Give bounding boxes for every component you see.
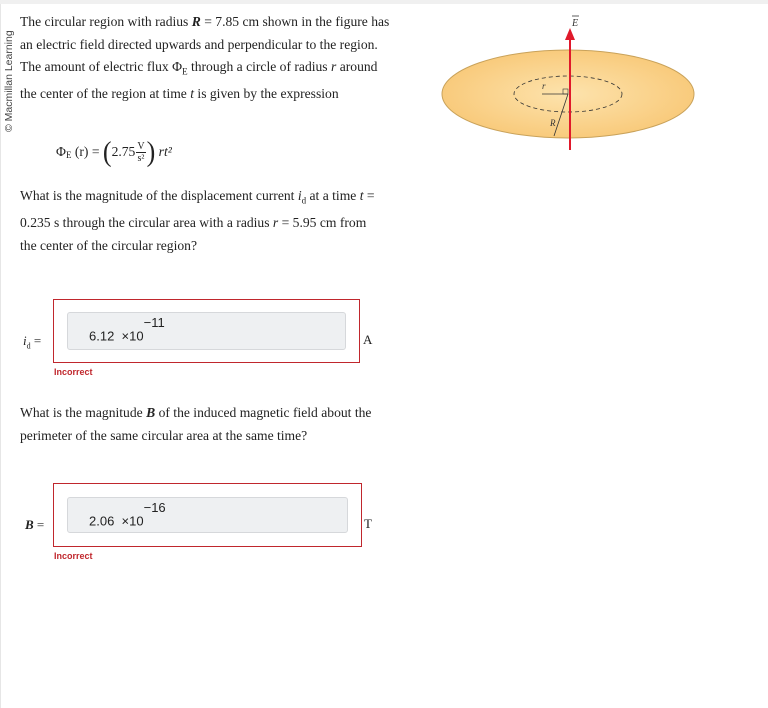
flux-formula: Φ $_E$ (r) = ( 2.75 $\frac{V}{\text{s²}}$ ) rt² [56, 135, 172, 168]
answer-2-input[interactable]: $2.06 \times 10^{-16}$ [67, 497, 348, 533]
answer-1-box [53, 299, 360, 363]
left-border [0, 4, 1, 708]
answer-1-input[interactable]: $6.12 \times 10^{-11}$ [67, 312, 346, 350]
answer-1-status: Incorrect [54, 367, 93, 377]
answer-2-label: B = [25, 517, 45, 532]
question-1: What is the magnitude of the displacement current $i_d$ at a time t = 0.235 s through the circular area with a radius r = 5.95 cm from the center of the circular region? [20, 188, 375, 253]
answer-2-unit: T [364, 516, 372, 531]
copyright-text: © Macmillan Learning [3, 30, 15, 132]
field-label: E [572, 18, 579, 29]
answer-1-label: $i_d$ = [23, 333, 42, 351]
problem-intro: The circular region with radius R = 7.85 cm shown in the figure has an electric field directed upwards and perpendicular to the region. The amount of electric flux $\Phi_E$ through a circle of radius r around the center of the region at time t is given by the expression [20, 14, 390, 102]
circular-region-figure [438, 10, 700, 156]
question-2: What is the magnitude B of the induced magnetic field about the perimeter of the same circular area at the same time? [20, 405, 372, 443]
answer-2-box [53, 483, 362, 547]
answer-1-unit: A [363, 332, 373, 347]
answer-2-status: Incorrect [54, 551, 93, 561]
top-border [0, 0, 768, 4]
big-R-label: R [550, 118, 556, 128]
field-arrow-head [565, 28, 575, 40]
small-r-label: r [542, 81, 546, 91]
